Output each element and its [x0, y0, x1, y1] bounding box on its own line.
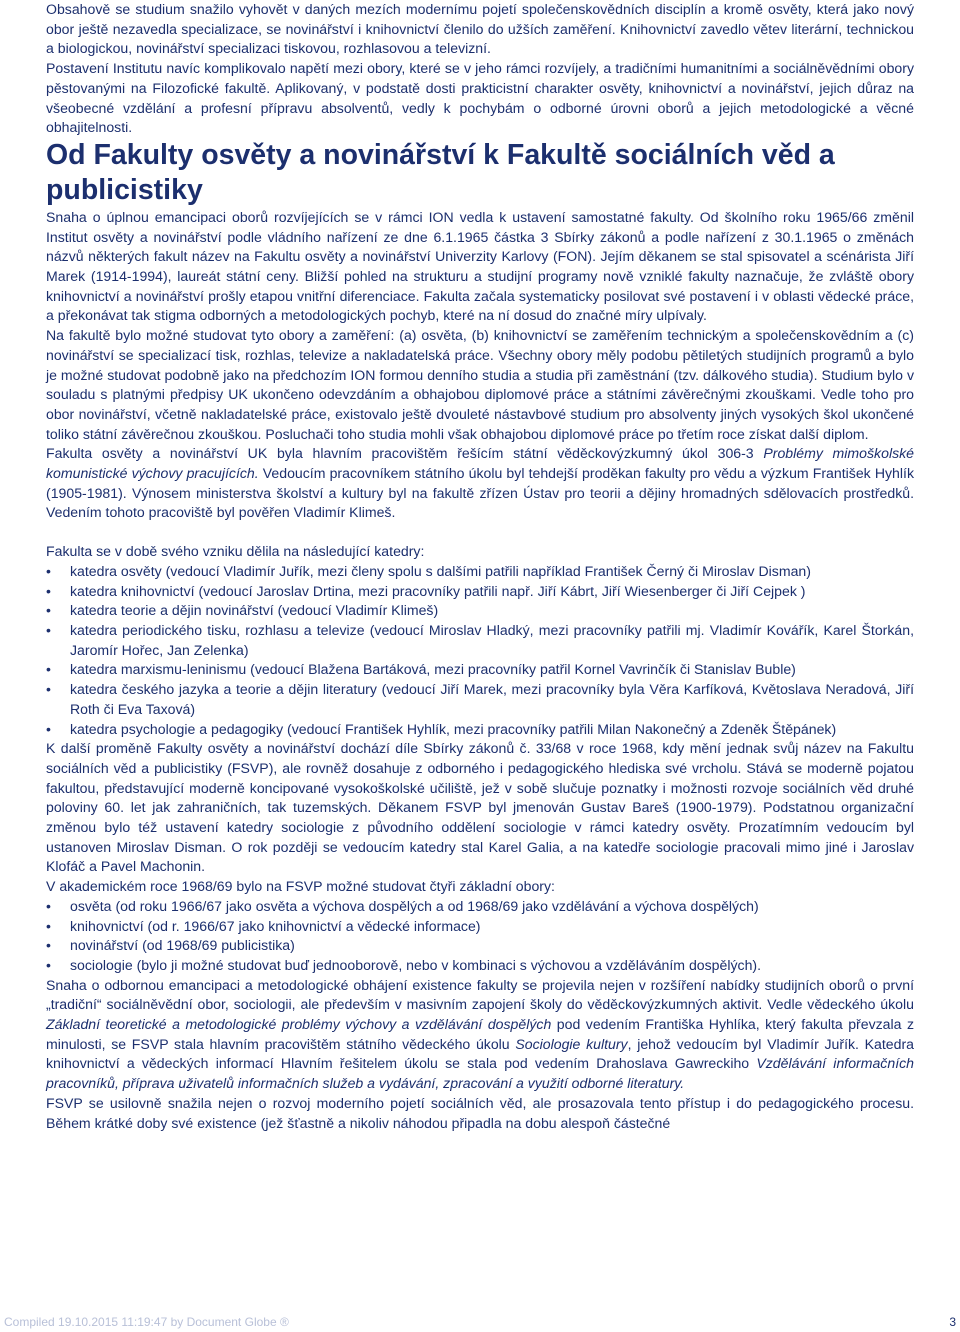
intro-paragraph-1: Obsahově se studium snažilo vyhovět v daných mezích modernímu pojetí společenskovědních disciplín a kromě osvěty, která jako nový obor ještě nezavedla specializace, se novinářství i knihovnictví členilo do užších zaměření. Knihovnictví zavedlo větev literární, technickou a biologickou, novinářství specializaci tiskovou, rozhlasovou a televizní.: [46, 1, 914, 57]
departments-intro: Fakulta se v době svého vzniku dělila na následující katedry:: [46, 543, 425, 560]
list-item: • katedra knihovnictví (vedoucí Jaroslav Drtina, mezi pracovníky patřili např. Jiří Kábrt, Jiří Wiesenberger či Jiří Cejpek ): [46, 582, 914, 602]
fon-research-paragraph: Fakulta osvěty a novinářství UK byla hlavním pracovištěm řešícím státní věděckovýzkumný úkol 306-3 Problémy mimoškolské komunistické výchovy pracujících. Vedoucím pracovníkem státního úkolu byl tehdejší proděkan fakulty pro vědu a výzkum František Hyhlík (1905-1981). Výnosem ministerstva školství a kultury byl na fakultě zřízen Ústav pro teorii a dějiny hromadných sdělovacích prostředků. Vedením tohoto pracoviště byl pověřen Vladimír Klimeš.: [46, 445, 915, 521]
list-item: • katedra teorie a dějin novinářství (vedoucí Vladimír Klimeš): [46, 601, 914, 621]
section-heading: Od Fakulty osvěty a novinářství k Fakultě sociálních věd a publicistiky: [46, 138, 835, 206]
page-number: 3: [949, 1315, 956, 1329]
list-item: • katedra marxismu-leninismu (vedoucí Blažena Bartáková, mezi pracovníky patřil Kornel Vavrinčík či Stanislav Buble): [46, 660, 914, 680]
document-body: [46, 0, 914, 1133]
study-programs-list: [46, 897, 914, 976]
research-task-title: Problémy mimoškolské komunistické výchovy pracujících.: [46, 445, 915, 482]
list-item: • osvěta (od roku 1966/67 jako osvěta a výchova dospělých a od 1968/69 jako vzdělávání a výchova dospělých): [46, 897, 914, 917]
departments-list: [46, 562, 914, 739]
section1-paragraph-1: Snaha o úplnou emancipaci oborů rozvíjejících se v rámci ION vedla k ustavení samostatné fakulty. Od školního roku 1965/66 změnil Institut osvěty a novinářství podle vládního nařízení ze dne 6.1.1965 částka 3 Sbírky zákonů a podle nařízení z 30.1.1965 o změnách názvů některých fakult název na Fakultu osvěty a novinářství Univerzity Karlovy (FON). Jejím děkanem se stal spisovatel a scénárista Jiří Marek (1914-1994), laureát státní ceny. Bližší pohled na strukturu a studijní programy nově vzniklé fakulty naznačuje, že zvláště obory knihovnictví a novinářství prošly etapou vnitřní diferenciace. Fakulta začala systematicky posilovat své postavení i v oblasti vědecké práce, a překonávat tak stigma odborných a metodologických pochyb, které na ní dosud do značné míry ulpívaly.: [46, 208, 914, 324]
intro-paragraph-2: Postavení Institutu navíc komplikovalo napětí mezi obory, které se v jeho rámci rozvíjely, a tradičními humanitními a sociálněvědními obory pěstovanými na Filozofické fakultě. Aplikovaný, v podstatě dosti prakticistní charakter osvěty, knihovnictví a novinářství, jejich důraz na všeobecné vzdělání a profesní přípravu absolventů, vedly k pochybám o odborné úrovni oborů a jejich metodologické a věcné obhajitelnosti.: [46, 60, 914, 136]
section1-paragraph-2: Na fakultě bylo možné studovat tyto obory a zaměření: (a) osvěta, (b) knihovnictví se zaměřením technickým a společenskovědním a (c) novinářství se specializací tisk, rozhlas, televize a nakladatelská práce. Všechny obory měly podobu pětiletých studijních programů a bylo je možné studovat podobně jako na předchozím ION formou denního studia a studia při zaměstnání (tzv. dálkového studia). Studium bylo v souladu s platnými předpisy UK ukončeno odevzdáním a obhajobou diplomové práce a státními závěrečnými zkouškami. Vedle toho pro obor novinářství, včetně nakladatelské práce, existovalo ještě dvouleté nástavbové studium pro absolventy jiných vysokých škol ukončené toliko státní závěrečnou zkouškou. Posluchači toho studia mohli však obhajobou diplomové práce po třetím roce získat další diplom.: [46, 327, 914, 442]
list-item: • knihovnictví (od r. 1966/67 jako knihovnictví a vědecké informace): [46, 917, 914, 937]
intro-section: [46, 0, 914, 138]
list-item: • katedra psychologie a pedagogiky (vedoucí František Hyhlík, mezi pracovníky patřili Milan Nakonečný a Zdeněk Štěpánek): [46, 720, 914, 740]
emancipation-paragraph: Snaha o odbornou emancipaci a metodologické obhájení existence fakulty se projevila nejen v rozšíření nabídky studijních oborů o první „tradiční“ sociálněvědní obor, sociologii, ale především v masivním zapojení školy do věděckovýzkumných aktivit. Vedle vědeckého úkolu Základní teoretické a metodologické problémy výchovy a vzdělávání dospělých pod vedením Františka Hyhlíka, který fakulta převzala z minulosti, se FSVP stala hlavním pracovištěm státního vědeckého úkolu Sociologie kultury, jehož vedoucím byl Vladimír Juřík. Katedra knihovnictví a vědeckých informací Hlavním řešitelem úkolu se stala pod vedením Drahoslava Gawreckiho Vzdělávání informačních pracovníků, příprava uživatelů informačních služeb a vydávání, zpracování a využití odborné literatury.: [46, 976, 915, 1092]
list-item: • novinářství (od 1968/69 publicistika): [46, 936, 914, 956]
compiled-note: Compiled 19.10.2015 11:19:47 by Document Globe ®: [4, 1315, 289, 1329]
list-item: • katedra osvěty (vedoucí Vladimír Juřík, mezi členy spolu s dalšími patřili například František Černý či Miroslav Disman): [46, 562, 914, 582]
final-paragraph: FSVP se usilovně snažila nejen o rozvoj moderního pojetí sociálních věd, ale prosazovala tento přístup i do pedagogického procesu. Během krátké doby své existence (jež šťastně a nikoliv náhodou připadla na dobu alespoň částečné: [46, 1094, 914, 1131]
section2-paragraph-1: K další proměně Fakulty osvěty a novinářství dochází díle Sbírky zákonů č. 33/68 v roce 1968, kdy mění jednak svůj název na Fakultu sociálních věd a publicistiky (FSVP), ale rovněž dosahuje z odborného i pedagogického hlediska své vrcholu. Stává se moderně pojatou fakultou, představující moderně koncipované vysokoškolské učiliště, jež v sobě slučuje poznatky i možnosti rozvoje sociálních věd druhé poloviny 60. let jak zahraničních, tak tuzemských. Děkanem FSVP byl jmenován Gustav Bareš (1900-1979). Podstatnou organizační změnou bylo též ustavení katedry sociologie z původního oddělení sociologie v rámci katedry osvěty. Prozatímním vedoucím byl ustanoven Miroslav Disman. O rok později se vedoucím katedry stal Karel Galia, a na katedře sociologie pracovali mimo jiné i Jaroslav Klofáč a Pavel Machonin.: [46, 740, 914, 875]
list-item: • katedra periodického tisku, rozhlasu a televize (vedoucí Miroslav Hladký, mezi pracovníky patřili mj. Vladimír Kovářík, Karel Štorkán, Jaromír Hořec, Jan Zelenka): [46, 621, 914, 660]
page-footer: [4, 1313, 956, 1331]
section2-paragraph-2: V akademickém roce 1968/69 bylo na FSVP možné studovat čtyři základní obory:: [46, 878, 555, 895]
list-item: • katedra českého jazyka a teorie a dějin literatury (vedoucí Jiří Marek, mezi pracovníky byla Věra Karfíková, Květoslava Neradová, Jiří Roth či Eva Taxová): [46, 680, 914, 719]
list-item: • sociologie (bylo ji možné studovat buď jednooborově, nebo v kombinaci s výchovou a vzděláváním dospělých).: [46, 956, 914, 976]
